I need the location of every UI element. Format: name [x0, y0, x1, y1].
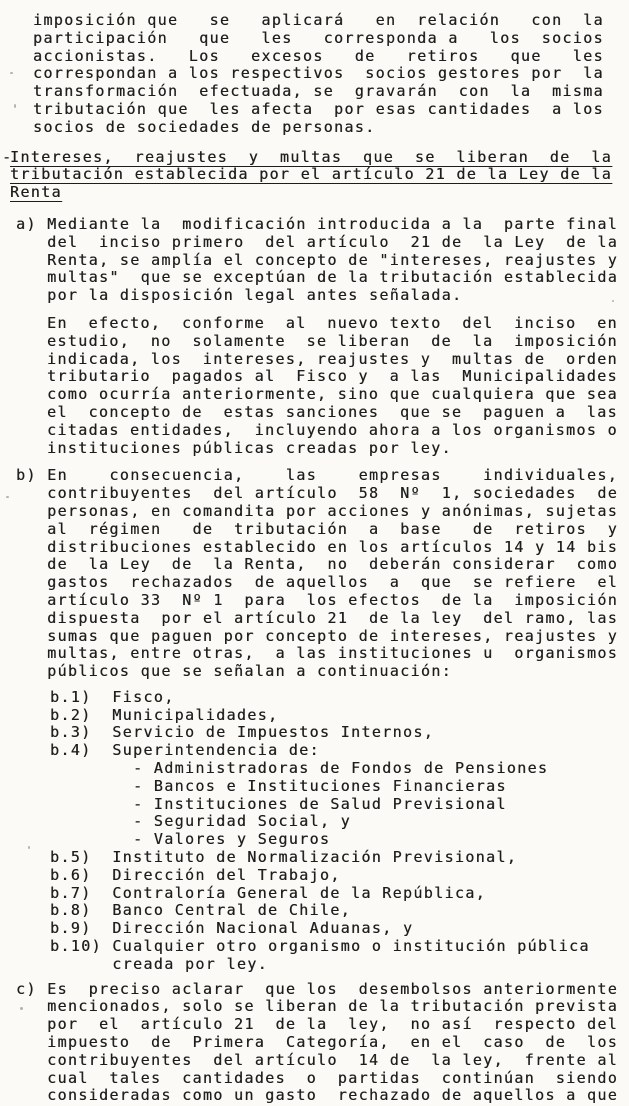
- text-line: b.7) Contraloría General de la República,: [50, 883, 486, 902]
- text-line: transformación efectuada, se gravarán con la misma: [33, 82, 604, 101]
- text-line: por el artículo 21 de la ley, no así respecto del: [16, 1015, 619, 1034]
- item-b-institutions-list: [50, 689, 629, 974]
- text-line: tributación que les afecta por esas cantidades a los: [33, 99, 604, 118]
- text-line: Renta, se amplía el concepto de "intereses, reajustes y: [16, 250, 619, 269]
- text-line: - Bancos e Instituciones Financieras: [50, 776, 507, 795]
- text-line: b.6) Dirección del Trabajo,: [50, 865, 341, 884]
- text-line: de la Ley de la Renta, no deberán considerar como: [16, 555, 619, 574]
- text-line: sumas que paguen por concepto de intereses, reajustes y: [16, 626, 619, 645]
- text-line: a) Mediante la modificación introducida a la parte final: [16, 214, 619, 233]
- text-line: distribuciones establecido en los artículos 14 y 14 bis: [16, 537, 619, 556]
- heading-dash-marker: -: [2, 147, 13, 166]
- section-heading: [2, 147, 629, 202]
- section-heading-text: [10, 149, 629, 202]
- text-line: b.4) Superintendencia de:: [50, 741, 320, 760]
- scan-speckle: [10, 72, 13, 74]
- text-line: por la disposición legal antes señalada.: [16, 286, 463, 305]
- scan-speckle: [28, 846, 30, 849]
- text-line: cual tales cantidades o partidas continúan siendo: [16, 1068, 619, 1087]
- text-line: contribuyentes del artículo 58 Nº 1, sociedades de: [16, 484, 619, 503]
- text-line: - Administradoras de Fondos de Pensiones: [50, 759, 549, 778]
- text-line: el concepto de estas sanciones que se paguen a las: [47, 402, 618, 421]
- intro-paragraph: [33, 12, 629, 137]
- text-line: personas, en comandita por acciones y anónimas, sujetas: [16, 501, 619, 520]
- text-line: indicada, los intereses, reajustes y multas de orden: [47, 349, 618, 368]
- text-line: consideradas como un gasto rechazado de aquellos a que: [16, 1086, 619, 1105]
- text-line: c) Es preciso aclarar que los desembolsos anteriormente: [16, 979, 619, 998]
- text-line: b.3) Servicio de Impuestos Internos,: [50, 723, 435, 742]
- text-line: - Valores y Seguros: [50, 830, 331, 849]
- text-line: En efecto, conforme al nuevo texto del inciso en: [47, 313, 618, 332]
- text-line: estudio, no solamente se liberan de la imposición: [47, 331, 618, 350]
- text-line: creada por ley.: [50, 954, 268, 973]
- item-a-paragraph: [16, 216, 629, 305]
- text-line: como ocurría anteriormente, sino que cualquiera que sea: [47, 385, 618, 404]
- text-line: tributación establecida por el artículo 21 de la Ley de la: [10, 165, 613, 184]
- text-line: multas" que se exceptúan de la tributación establecida: [16, 268, 619, 287]
- text-line: del inciso primero del artículo 21 de la Ley de la: [16, 232, 619, 251]
- text-line: impuesto de Primera Categoría, en el caso de los: [16, 1033, 619, 1052]
- text-line: tributario pagados al Fisco y a las Municipalidades: [47, 367, 618, 386]
- text-line: - Instituciones de Salud Previsional: [50, 794, 507, 813]
- scan-speckle: [6, 496, 9, 498]
- item-b-paragraph: [16, 467, 629, 681]
- text-line: b.8) Banco Central de Chile,: [50, 901, 352, 920]
- item-a-continuation-paragraph: [47, 315, 629, 457]
- item-c-paragraph: [16, 981, 629, 1106]
- text-line: al régimen de tributación a base de retiros y: [16, 519, 619, 538]
- text-line: contribuyentes del artículo 14 de la ley, frente al: [16, 1050, 619, 1069]
- text-line: b.1) Fisco,: [50, 687, 175, 706]
- text-line: - Seguridad Social, y: [50, 812, 352, 831]
- text-line: Intereses, reajustes y multas que se liberan de la: [10, 147, 613, 166]
- text-line: imposición que se aplicará en relación con la: [33, 11, 604, 29]
- text-line: b.10) Cualquier otro organismo o institución pública: [50, 937, 590, 956]
- text-line: b.5) Instituto de Normalización Previsional,: [50, 848, 518, 867]
- text-line: participación que les corresponda a los socios: [33, 28, 604, 47]
- text-line: mencionados, solo se liberan de la tributación prevista: [16, 997, 619, 1016]
- text-line: Renta: [10, 183, 62, 202]
- scan-speckle: [14, 104, 16, 108]
- text-line: citadas entidades, incluyendo ahora a los organismos o: [47, 420, 618, 439]
- text-line: socios de sociedades de personas.: [33, 117, 376, 136]
- text-line: b.2) Municipalidades,: [50, 705, 279, 724]
- text-line: públicos que se señalan a continuación:: [16, 662, 452, 681]
- text-line: b) En consecuencia, las empresas individuales,: [16, 466, 619, 485]
- text-line: artículo 33 Nº 1 para los efectos de la imposición: [16, 590, 619, 609]
- text-line: instituciones públicas creadas por ley.: [47, 438, 452, 457]
- text-line: dispuesta por el artículo 21 de la ley del ramo, las: [16, 608, 619, 627]
- text-line: accionistas. Los excesos de retiros que les: [33, 46, 604, 65]
- text-line: multas, entre otras, a las instituciones u organismos: [16, 644, 619, 663]
- text-line: gastos rechazados de aquellos a que se refiere el: [16, 573, 619, 592]
- text-line: b.9) Dirección Nacional Aduanas, y: [50, 919, 414, 938]
- text-line: correspondan a los respectivos socios gestores por la: [33, 64, 604, 83]
